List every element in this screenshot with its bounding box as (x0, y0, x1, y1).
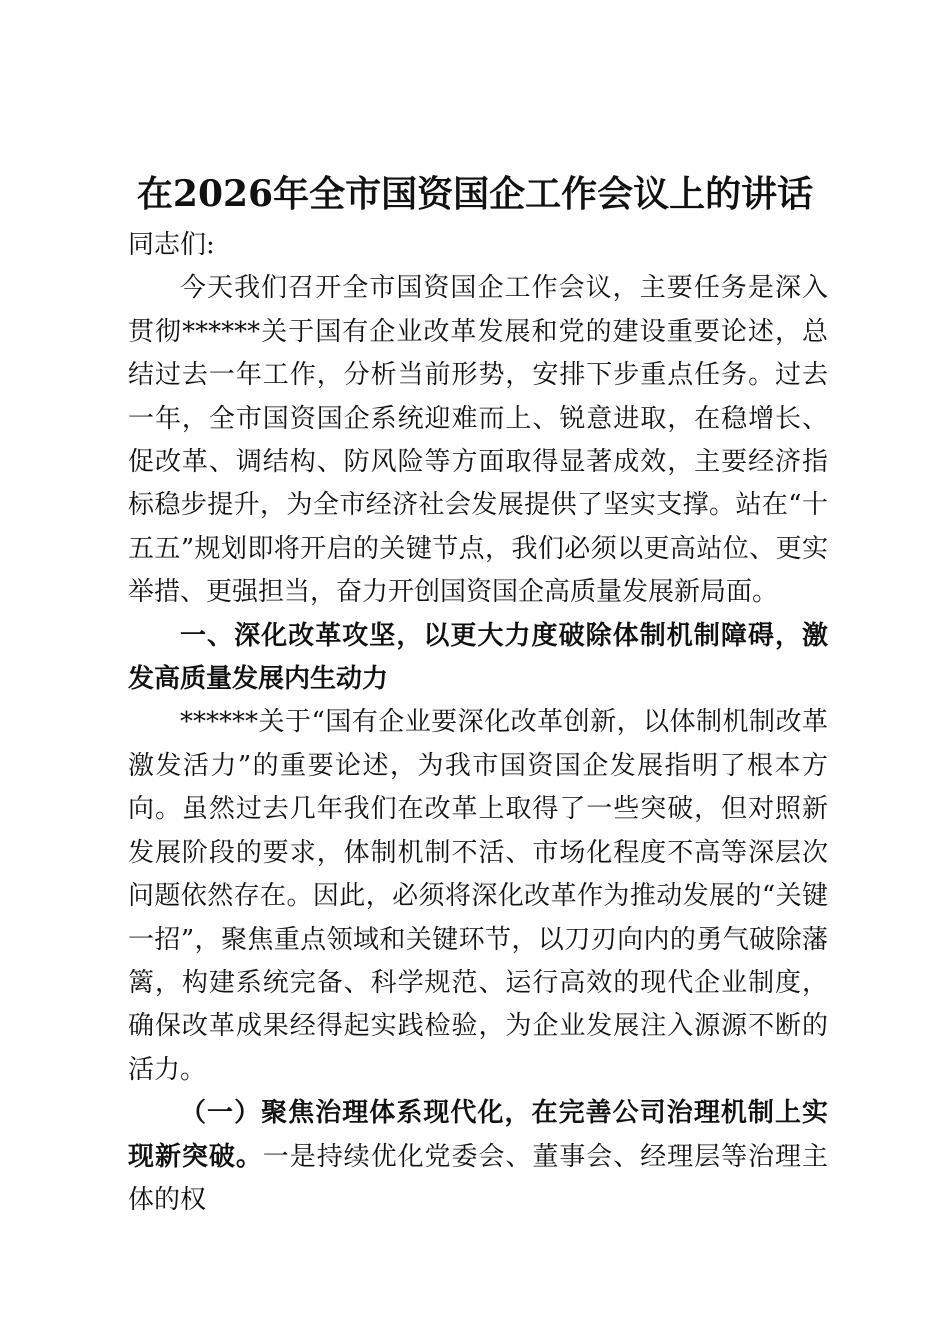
section-1-paragraph: ******关于“国有企业要深化改革创新，以体制机制改革激发活力”的重要论述，为我市国资国企发展指明了根本方向。虽然过去几年我们在改革上取得了一些突破，但对照新发展阶段的要求，体制机制不活、市场化程度不高等深层次问题依然存在。因此，必须将深化改革作为推动发展的“关键一招”，聚焦重点领域和关键环节，以刀刃向内的勇气破除藩篱，构建系统完备、科学规范、运行高效的现代企业制度，确保改革成果经得起实践检验，为企业发展注入源源不断的活力。 (128, 707, 828, 1085)
subsection-1-paragraph (128, 1092, 828, 1222)
greeting: 同志们: (128, 230, 215, 260)
subsection-1-text: 一是持续优化党委会、董事会、经理层等治理主体的权 (128, 1141, 828, 1215)
document-body (128, 224, 828, 1222)
subsection-1-lead: （一）聚焦治理体系现代化，在完善公司治理机制上实现新突破。 (128, 1098, 828, 1172)
intro-paragraph: 今天我们召开全市国资国企工作会议，主要任务是深入贯彻******关于国有企业改革发展和党的建设重要论述，总结过去一年工作，分析当前形势，安排下步重点任务。过去一年，全市国资国企系统迎难而上、锐意进取，在稳增长、促改革、调结构、防风险等方面取得显著成效，主要经济指标稳步提升，为全市经济社会发展提供了坚实支撑。站在“十五五”规划即将开启的关键节点，我们必须以更高站位、更实举措、更强担当，奋力开创国资国企高质量发展新局面。 (128, 273, 828, 608)
document-title: 在2026年全市国资国企工作会议上的讲话 (136, 173, 814, 215)
section-1-heading: 一、深化改革攻坚，以更大力度破除体制机制障碍，激发高质量发展内生动力 (128, 620, 828, 695)
